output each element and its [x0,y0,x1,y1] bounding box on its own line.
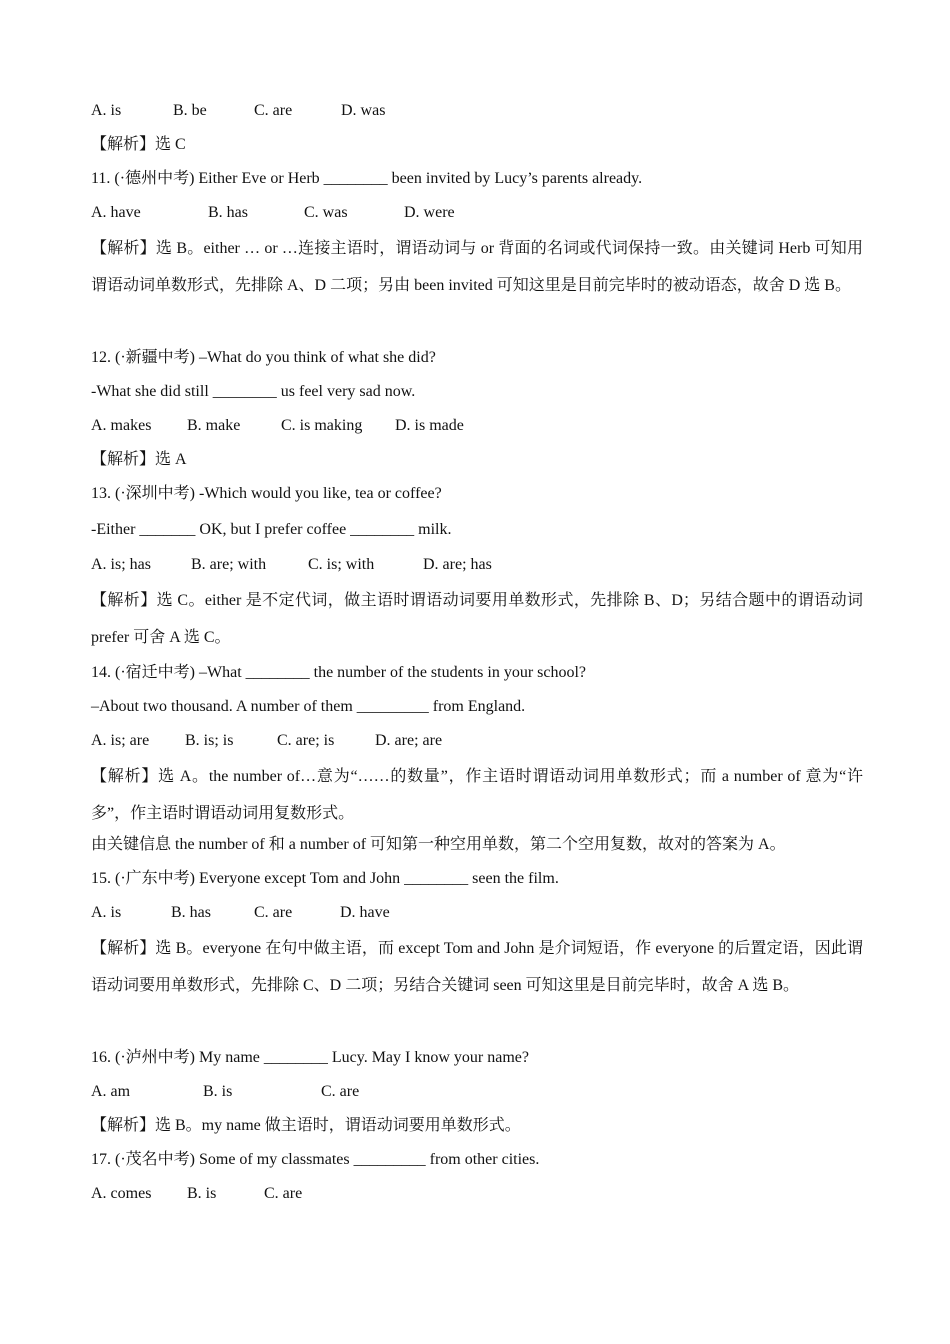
q14-options-row [91,724,863,758]
q12-options-row [91,409,863,443]
q13-options-row [91,548,863,582]
option-a: A. is; are [91,732,150,749]
q11-analysis: 【解析】选 B。either … or …连接主语时，谓语动词与 or 背面的名词或代词保持一致。由关键词 Herb 可知用谓语动词单数形式，先排除 A、D 二项；另由 been invited 可知这里是目前完毕时的被动语态，故舍 D 选 B。 [91,240,863,294]
q13-stem: 13. (·深圳中考) -Which would you like, tea or coffee? [91,485,442,502]
option-d: D. are; has [423,556,492,573]
q16-options-row [91,1075,863,1109]
q11-options-row [91,196,863,230]
q12-stem: 12. (·新疆中考) –What do you think of what she did? [91,349,436,366]
q15-stem: 15. (·广东中考) Everyone except Tom and John ________ seen the film. [91,870,559,887]
option-b: B. is [203,1083,233,1100]
q17-options-row [91,1177,863,1211]
option-b: B. is [187,1185,217,1202]
q14-analysis: 【解析】选 A。the number of…意为“……的数量”，作主语时谓语动词用单数形式；而 a number of 意为“许多”，作主语时谓语动词用复数形式。 [91,768,863,822]
option-b: B. are; with [191,556,267,573]
option-b: B. make [187,417,241,434]
q16-stem: 16. (·泸州中考) My name ________ Lucy. May I know your name? [91,1049,529,1066]
q14-stem: 14. (·宿迁中考) –What ________ the number of the students in your school? [91,664,587,681]
option-c: C. are [321,1083,360,1100]
option-a: A. is [91,102,122,119]
top-analysis: 【解析】选 C [91,136,186,153]
option-a: A. is; has [91,556,151,573]
document-page [91,94,863,1211]
option-a: A. comes [91,1185,152,1202]
q14-analysis-conclusion: 由关键信息 the number of 和 a number of 可知第一种空用单数，第二个空用复数，故对的答案为 A。 [91,836,786,853]
option-c: C. are; is [277,732,335,749]
q13-stem-reply: -Either _______ OK, but I prefer coffee ________ milk. [91,521,452,538]
option-a: A. am [91,1083,131,1100]
option-b: B. has [171,904,211,921]
option-c: C. was [304,204,348,221]
option-d: D. have [340,904,390,921]
top-options-row [91,94,863,128]
q14-stem-reply: –About two thousand. A number of them _________ from England. [91,698,526,715]
option-d: D. is made [395,417,464,434]
option-a: A. have [91,204,141,221]
option-c: C. is making [281,417,363,434]
q12-stem-reply: -What she did still ________ us feel very sad now. [91,383,416,400]
q12-analysis: 【解析】选 A [91,451,187,468]
option-b: B. is; is [185,732,234,749]
option-b: B. has [208,204,248,221]
option-c: C. is; with [308,556,375,573]
q11-stem: 11. (·德州中考) Either Eve or Herb ________ been invited by Lucy’s parents already. [91,170,643,187]
q15-options-row [91,896,863,930]
option-c: C. are [254,102,293,119]
q17-stem: 17. (·茂名中考) Some of my classmates _________ from other cities. [91,1151,540,1168]
option-d: D. were [404,204,455,221]
q13-analysis: 【解析】选 C。either 是不定代词，做主语时谓语动词要用单数形式，先排除 B、D；另结合题中的谓语动词 prefer 可舍 A 选 C。 [91,592,863,646]
option-c: C. are [264,1185,303,1202]
option-b: B. be [173,102,207,119]
option-a: A. makes [91,417,152,434]
q16-analysis: 【解析】选 B。my name 做主语时，谓语动词要用单数形式。 [91,1117,521,1134]
option-c: C. are [254,904,293,921]
q15-analysis: 【解析】选 B。everyone 在句中做主语，而 except Tom and John 是介词短语，作 everyone 的后置定语，因此谓语动词要用单数形式，先排除 C、D 二项；另结合关键词 seen 可知这里是目前完毕时，故舍 A 选 B。 [91,940,863,994]
option-a: A. is [91,904,122,921]
option-d: D. was [341,102,386,119]
option-d: D. are; are [375,732,443,749]
